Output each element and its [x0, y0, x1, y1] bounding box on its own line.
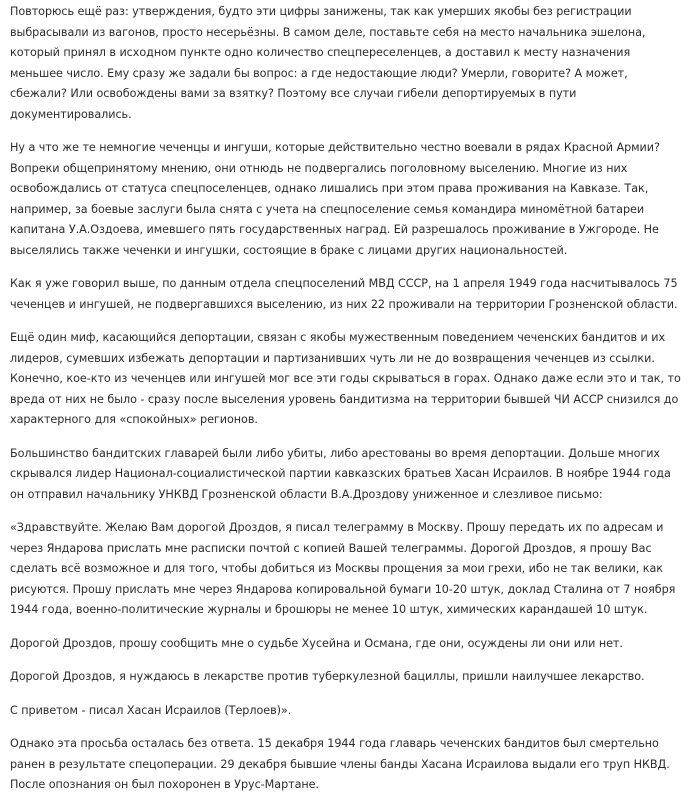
paragraph-letter-signature: С приветом - писал Хасан Исраилов (Терлоев)».: [10, 703, 292, 717]
paragraph-conclusion: Однако эта просьба осталась без ответа. 15 декабря 1944 года главарь чеченских бандитов был смертельно ранен в результате спецоперации. 29 декабря бывшие члены банды Хасана Исраилова выдали его труп НКВД. После опознания он был похоронен в Урус-Мартане.: [10, 737, 670, 791]
paragraph-not-deported-count: Как я уже говорил выше, по данным отдела спецпоселений МВД СССР, на 1 апреля 1949 года насчитывалось 75 чеченцев и ингушей, не подвергавшихся выселению, из них 22 проживали на территории Грозненской области.: [10, 277, 678, 311]
paragraph-red-army-veterans: Ну а что же те немногие чеченцы и ингуши, которые действительно честно воевали в рядах Красной Армии? Вопреки общепринятому мнению, они отнюдь не подвергались поголовному выселению. Многие из них освобождались от статуса спецпоселенцев, однако лишались при этом права проживания на Кавказе. Так, например, за боевые заслуги была снята с учета на спецпоселение семья командира миномётной батареи капитана У.А.Оздоева, имевшего пять государственных наград. Ей разрешалось проживание в Ужгороде. Не выселялись также чеченки и ингушки, состоящие в браке с лицами других национальностей.: [10, 141, 660, 257]
paragraph-letter-medicine: Дорогой Дроздов, я нуждаюсь в лекарстве против туберкулезной бациллы, пришли наилучшее лекарство.: [10, 670, 645, 683]
paragraph-deaths-in-transit: Повторюсь ещё раз: утверждения, будто эти цифры занижены, так как умерших якобы без регистрации выбрасывали из вагонов, просто несерьёзны. В самом деле, поставьте себя на место начальника эшелона, который принял в исходном пункте одно количество спецпереселенцев, а доставил к месту назначения меньшее число. Ему сразу же задали бы вопрос: а где недостающие люди? Умерли, говорите? А может, сбежали? Или освобождены вами за взятку? Поэтому все случаи гибели депортируемых в пути документировались.: [10, 5, 646, 121]
article-body: [10, 0, 686, 809]
paragraph-bandit-myth: Ещё один миф, касающийся депортации, связан с якобы мужественным поведением чеченских бандитов и их лидеров, сумевших избежать депортации и партизанивших чуть ли не до возвращения чеченцев из ссылки. Конечно, кое-кто из чеченцев или ингушей мог все эти годы скрываться в горах. Однако даже если это и так, то вреда от них не было - сразу после выселения уровень бандитизма на территории бывшей ЧИ АССР снизился до характерного для «спокойных» регионов.: [10, 331, 681, 426]
paragraph-letter-request-fate: Дорогой Дроздов, прошу сообщить мне о судьбе Хусейна и Османа, где они, осуждены ли они или нет.: [10, 636, 623, 650]
paragraph-bandit-leaders: Большинство бандитских главарей были либо убиты, либо арестованы во время депортации. Дольше многих скрывался лидер Национал-социалистической партии кавказских братьев Хасан Исраилов. В ноябре 1944 года он отправил начальнику УНКВД Грозненской области В.А.Дроздову униженное и слезливое письмо:: [10, 446, 671, 501]
paragraph-letter-main: «Здравствуйте. Желаю Вам дорогой Дроздов, я писал телеграмму в Москву. Прошу передать их по адресам и через Яндарова прислать мне расписки почтой с копией Вашей телеграммы. Дорогой Дроздов, я прошу Вас сделать всё возможное и для того, чтобы добиться из Москвы прощения за мои грехи, ибо не так велики, как рисуются. Прошу прислать мне через Яндарова копировальной бумаги 10-20 штук, доклад Сталина от 7 ноября 1944 года, военно-политические журналы и брошюры не менее 10 штук, химических карандашей 10 штук.: [10, 521, 676, 616]
